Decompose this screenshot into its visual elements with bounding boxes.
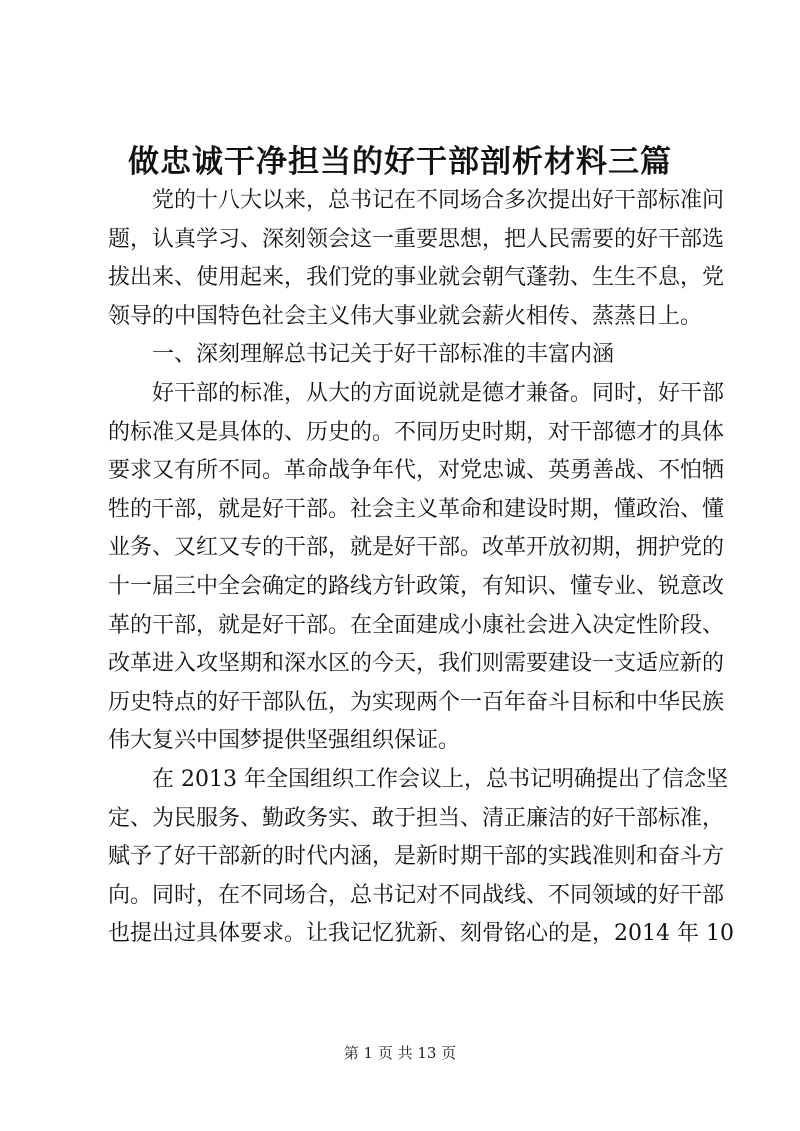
- text-line: 好干部的标准，从大的方面说就是德才兼备。同时，好干部: [152, 380, 725, 406]
- text-line: 题，认真学习、深刻领会这一重要思想，把人民需要的好干部选: [108, 226, 725, 252]
- document-body: [108, 182, 734, 954]
- text-line: 也提出过具体要求。让我记忆犹新、刻骨铭心的是，2014 年 10: [108, 921, 734, 947]
- document-title: 做忠诚干净担当的好干部剖析材料三篇: [128, 144, 672, 180]
- text-line: 的标准又是具体的、历史的。不同历史时期，对干部德才的具体: [108, 419, 725, 445]
- text-line: 改革进入攻坚期和深水区的今天，我们则需要建设一支适应新的: [108, 651, 725, 677]
- text-line: 十一届三中全会确定的路线方针政策，有知识、懂专业、锐意改: [108, 573, 725, 599]
- text-line: 革的干部，就是好干部。在全面建成小康社会进入决定性阶段、: [108, 612, 725, 638]
- text-line: 要求又有所不同。革命战争年代，对党忠诚、英勇善战、不怕牺: [108, 458, 725, 484]
- text-line: 向。同时，在不同场合，总书记对不同战线、不同领域的好干部: [108, 882, 725, 908]
- text-line: 拔出来、使用起来，我们党的事业就会朝气蓬勃、生生不息，党: [108, 265, 725, 291]
- text-line: 伟大复兴中国梦提供坚强组织保证。: [108, 728, 461, 754]
- text-line: 历史特点的好干部队伍，为实现两个一百年奋斗目标和中华民族: [108, 689, 725, 715]
- page-number-footer: 第 1 页 共 13 页: [343, 1044, 457, 1062]
- text-line: 业务、又红又专的干部，就是好干部。改革开放初期，拥护党的: [108, 535, 725, 561]
- text-line: 党的十八大以来，总书记在不同场合多次提出好干部标准问: [152, 188, 725, 213]
- text-line: 定、为民服务、勤政务实、敢于担当、清正廉洁的好干部标准，: [108, 805, 725, 831]
- text-line: 牲的干部，就是好干部。社会主义革命和建设时期，懂政治、懂: [108, 496, 725, 522]
- text-line: 在 2013 年全国组织工作会议上，总书记明确提出了信念坚: [152, 766, 728, 792]
- text-line: 领导的中国特色社会主义伟大事业就会薪火相传、蒸蒸日上。: [108, 303, 703, 329]
- section-heading: 一、深刻理解总书记关于好干部标准的丰富内涵: [152, 342, 615, 368]
- text-line: 赋予了好干部新的时代内涵，是新时期干部的实践准则和奋斗方: [108, 844, 725, 870]
